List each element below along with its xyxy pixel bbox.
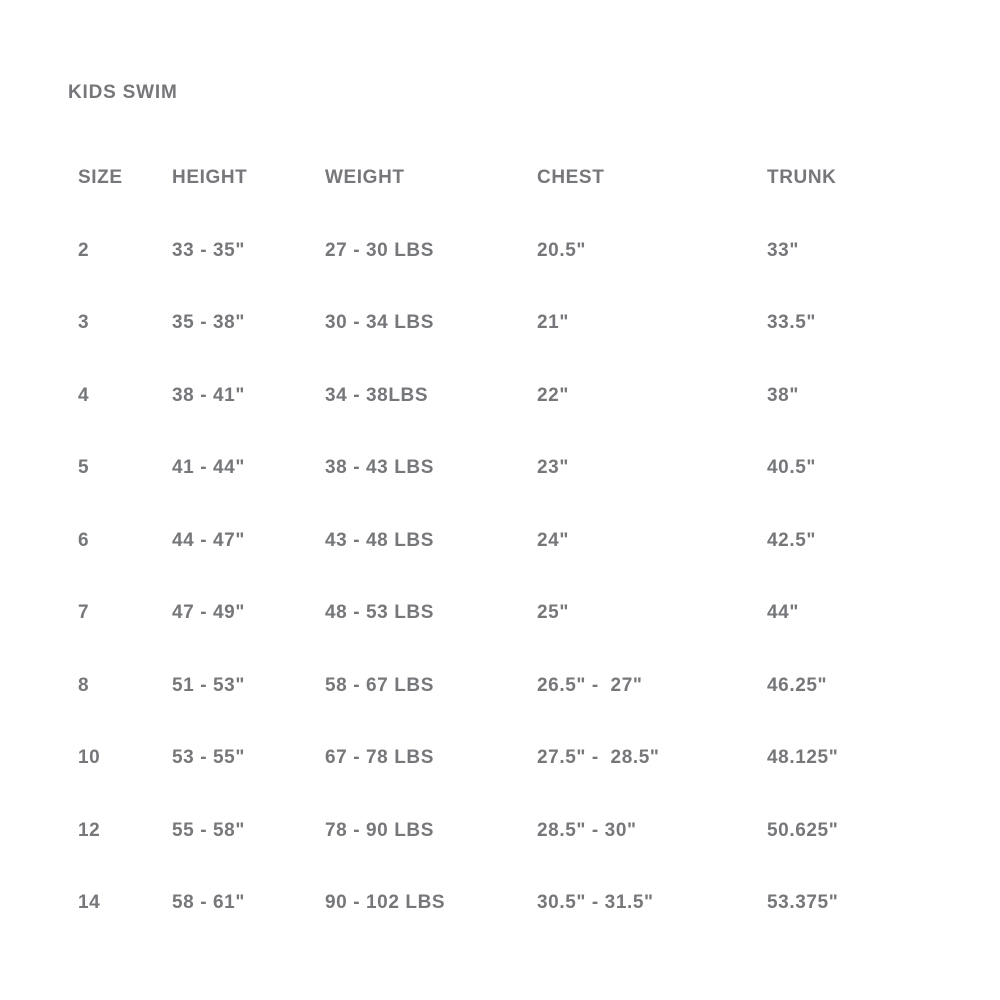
cell-height: 33 - 35" (172, 239, 245, 261)
cell-trunk: 44" (767, 602, 799, 623)
cell-trunk: 33" (767, 239, 799, 261)
cell-trunk: 50.625" (767, 819, 839, 841)
cell-height: 44 - 47" (172, 529, 245, 551)
cell-weight: 48 - 53 LBS (325, 602, 435, 623)
size-chart-table (78, 167, 937, 965)
cell-size: 14 (78, 892, 101, 913)
cell-trunk: 40.5" (767, 457, 816, 478)
column-header-chest: CHEST (537, 167, 605, 188)
cell-trunk: 38" (767, 384, 799, 406)
cell-height: 35 - 38" (172, 312, 245, 333)
column-header-weight: WEIGHT (325, 167, 405, 188)
cell-chest: 23" (537, 457, 569, 478)
cell-size: 6 (78, 529, 90, 551)
cell-height: 55 - 58" (172, 819, 245, 841)
cell-chest: 21" (537, 312, 569, 333)
column-header-trunk: TRUNK (767, 167, 837, 188)
cell-height: 58 - 61" (172, 892, 245, 913)
cell-size: 12 (78, 819, 101, 841)
cell-trunk: 33.5" (767, 312, 816, 333)
cell-chest: 26.5" - 27" (537, 674, 643, 696)
cell-chest: 24" (537, 529, 569, 551)
cell-height: 53 - 55" (172, 747, 245, 768)
cell-height: 51 - 53" (172, 674, 245, 696)
column-header-height: HEIGHT (172, 167, 248, 188)
cell-size: 8 (78, 674, 90, 696)
cell-chest: 27.5" - 28.5" (537, 747, 660, 768)
cell-size: 4 (78, 384, 90, 406)
cell-height: 41 - 44" (172, 457, 245, 478)
cell-height: 38 - 41" (172, 384, 245, 406)
cell-trunk: 46.25" (767, 674, 828, 696)
cell-trunk: 53.375" (767, 892, 839, 913)
cell-trunk: 48.125" (767, 747, 839, 768)
column-header-size: SIZE (78, 167, 123, 188)
cell-weight: 58 - 67 LBS (325, 674, 435, 696)
page-title: KIDS SWIM (68, 82, 178, 103)
cell-chest: 28.5" - 30" (537, 819, 637, 841)
cell-size: 10 (78, 747, 101, 768)
cell-weight: 34 - 38LBS (325, 384, 429, 406)
cell-chest: 22" (537, 384, 569, 406)
cell-height: 47 - 49" (172, 602, 245, 623)
cell-size: 7 (78, 602, 90, 623)
cell-chest: 30.5" - 31.5" (537, 892, 654, 913)
cell-size: 2 (78, 239, 90, 261)
cell-chest: 25" (537, 602, 569, 623)
cell-trunk: 42.5" (767, 529, 816, 551)
cell-weight: 27 - 30 LBS (325, 239, 435, 261)
cell-weight: 90 - 102 LBS (325, 892, 446, 913)
cell-weight: 38 - 43 LBS (325, 457, 435, 478)
cell-weight: 43 - 48 LBS (325, 529, 435, 551)
cell-weight: 67 - 78 LBS (325, 747, 435, 768)
cell-weight: 30 - 34 LBS (325, 312, 435, 333)
cell-weight: 78 - 90 LBS (325, 819, 435, 841)
cell-chest: 20.5" (537, 239, 586, 261)
cell-size: 5 (78, 457, 90, 478)
cell-size: 3 (78, 312, 90, 333)
